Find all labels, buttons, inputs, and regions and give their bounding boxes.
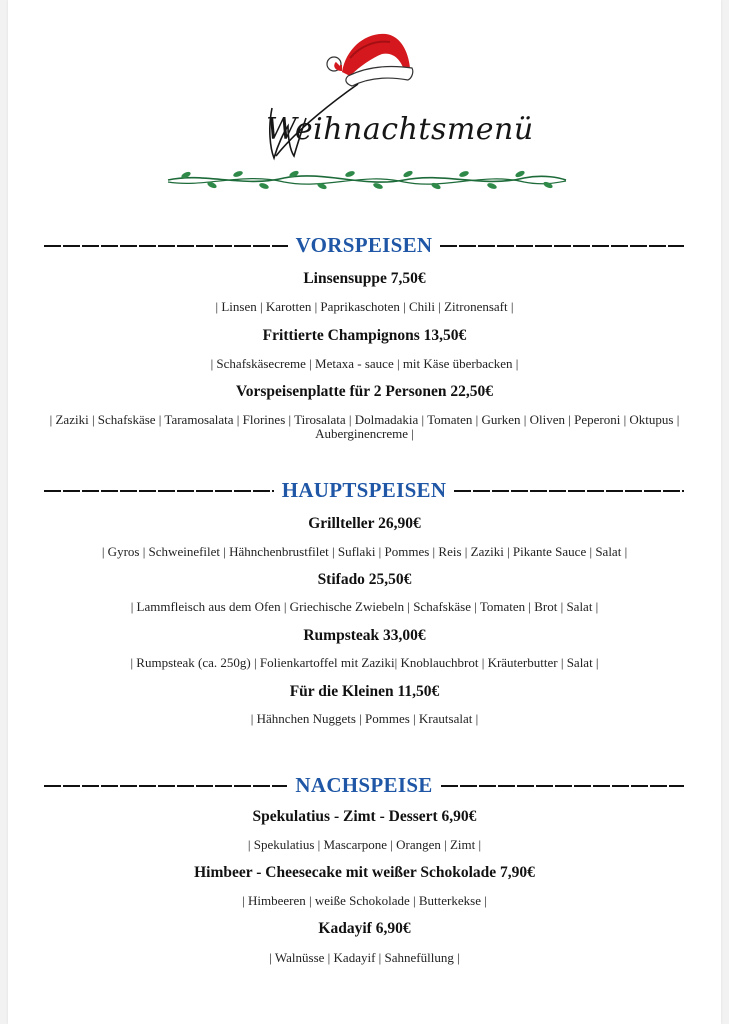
menu-title: Weihnachtsmenü — [266, 112, 534, 147]
dish-name: Linsensuppe 7,50€ — [303, 270, 426, 287]
section-title: VORSPEISEN — [295, 233, 433, 257]
divider-left — [44, 490, 274, 492]
dish-description: | Spekulatius | Mascarpone | Orangen | Zimt | — [247, 837, 482, 852]
dish-name: Spekulatius - Zimt - Dessert 6,90€ — [252, 808, 477, 825]
menu-page — [8, 0, 721, 1024]
dish-description: | Hähnchen Nuggets | Pommes | Krautsalat | — [250, 711, 479, 726]
dish-description: | Walnüsse | Kadayif | Sahnefüllung | — [269, 950, 460, 965]
dish-description: | Lammfleisch aus dem Ofen | Griechische Zwiebeln | Schafskäse | Tomaten | Brot | Salat | — [130, 599, 599, 614]
holly-vine-icon — [164, 166, 570, 194]
dish-name: Kadayif 6,90€ — [318, 920, 411, 937]
divider-right — [454, 490, 684, 492]
menu-header — [8, 0, 721, 200]
divider-left — [44, 245, 288, 247]
dish-name: Himbeer - Cheesecake mit weißer Schokolade 7,90€ — [194, 864, 535, 881]
dish-name: Vorspeisenplatte für 2 Personen 22,50€ — [235, 383, 494, 400]
dish-description: | Schafskäsecreme | Metaxa - sauce | mit Käse überbacken | — [210, 356, 519, 371]
divider-left — [44, 785, 287, 787]
dish-description: | Himbeeren | weiße Schokolade | Butterkekse | — [242, 893, 487, 908]
dish-description: | Zaziki | Schafskäse | Taramosalata | Florines | Tirosalata | Dolmadakia | Tomaten | Gurken | Oliven | Peperoni | Oktupus | Auberginencreme | — [49, 412, 680, 441]
dish-description: | Linsen | Karotten | Paprikaschoten | Chili | Zitronensaft | — [215, 299, 514, 314]
dish-name: Stifado 25,50€ — [317, 571, 412, 588]
section-heading-hauptspeisen — [44, 478, 684, 503]
section-heading-nachspeise — [44, 773, 684, 798]
divider-right — [441, 785, 684, 787]
dish-description: | Gyros | Schweinefilet | Hähnchenbrustfilet | Suflaki | Pommes | Reis | Zaziki | Pikante Sauce | Salat | — [101, 544, 628, 559]
section-title: HAUPTSPEISEN — [281, 478, 447, 502]
section-title: NACHSPEISE — [295, 773, 433, 797]
dish-name: Grillteller 26,90€ — [308, 515, 421, 532]
section-heading-vorspeisen — [44, 233, 684, 258]
dish-description: | Rumpsteak (ca. 250g) | Folienkartoffel mit Zaziki| Knoblauchbrot | Kräuterbutter | Salat | — [130, 655, 599, 670]
divider-right — [440, 245, 684, 247]
dish-name: Rumpsteak 33,00€ — [303, 627, 426, 644]
dish-name: Für die Kleinen 11,50€ — [289, 683, 440, 700]
dish-name: Frittierte Champignons 13,50€ — [262, 327, 467, 344]
